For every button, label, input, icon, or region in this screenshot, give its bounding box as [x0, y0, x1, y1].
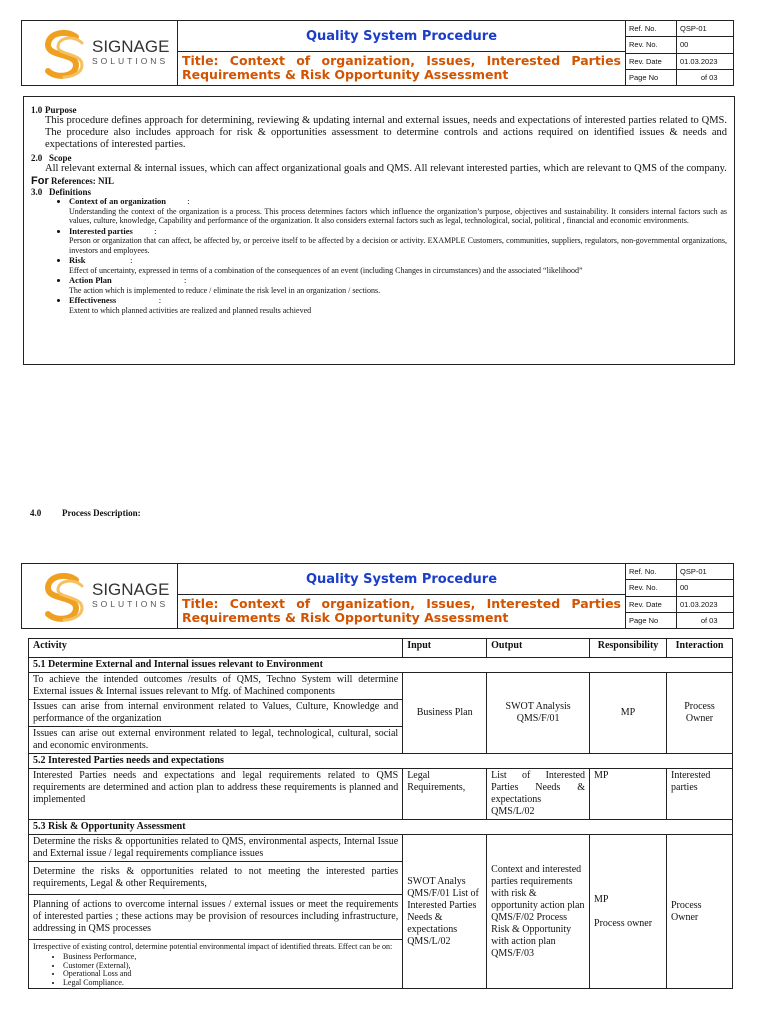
references-line: For References: NIL	[31, 175, 115, 187]
doc-title	[178, 595, 625, 628]
company-name: SIGNAGE	[92, 580, 170, 599]
meta-value: 00	[680, 40, 689, 50]
doc-title-line2: Requirements & Risk Opportunity Assessment	[182, 610, 509, 625]
company-name: SIGNAGE	[92, 37, 170, 56]
company-subname: SOLUTIONS	[92, 56, 169, 66]
activity-cell: Interested Parties needs and expectations and legal requirements related to QMS requirements are determined and action plan to address these requirements is planned and implemented	[29, 769, 403, 820]
definitions-heading: 3.0 Definitions	[31, 187, 92, 197]
column-header: Input	[403, 639, 487, 658]
doc-meta	[626, 21, 733, 85]
process-table	[28, 638, 733, 989]
meta-key: Page No	[626, 613, 677, 628]
output-cell: SWOT Analysis QMS/F/01	[487, 673, 590, 754]
process-description-heading: 4.0 Process Description:	[30, 508, 141, 518]
input-cell: Legal Requirements,	[403, 769, 487, 820]
activity-cell: Issues can arise from internal environment related to Values, Culture, Knowledge and performance of the organization	[29, 700, 403, 727]
output-cell: List of Interested Parties Needs & expectations QMS/L/02	[487, 769, 590, 820]
activity-cell: Determine the risks & opportunities related to not meeting the interested parties requirements, Legal & other Requirements,	[29, 862, 403, 895]
list-item: • Business Performance,	[63, 953, 398, 962]
table-row	[29, 835, 733, 862]
purpose-text: This procedure defines approach for determining, reviewing & updating internal and external issues, needs and expectations of interested parties related to QMS. The procedure also includes approach for risk & opportunities assessment to determine controls and actions required on identified issues & needs and expectations of interested parties.	[45, 115, 727, 150]
scope-heading: 2.0 Scope	[31, 153, 72, 163]
signage-logo-icon	[36, 570, 92, 626]
doc-title-line2: Requirements & Risk Opportunity Assessment	[182, 67, 509, 82]
meta-key: Page No	[626, 70, 677, 85]
input-cell: SWOT Analys QMS/F/01 List of Interested Parties Needs & expectations QMS/L/02	[403, 835, 487, 989]
page-number: of 03	[680, 72, 718, 82]
meta-value	[677, 70, 733, 85]
meta-key: Ref. No.	[626, 564, 677, 579]
doc-title	[178, 52, 625, 85]
activity-cell: Planning of actions to overcome internal issues / external issues or meet the requirements of interested parties ; these actions may be provision of resources including infrastructure, addressing in QMS processes	[29, 895, 403, 940]
definition-item: • Interested parties : Person or organization that can affect, be affected by, or perceive itself to be affected by a decision or activity. EXAMPLE Customers, communities, suppliers, regulators, non-governmental organizations, investors and employees.	[69, 227, 727, 256]
document-header-page2	[21, 563, 734, 629]
page-number: of 03	[680, 615, 718, 625]
definitions-list	[31, 197, 727, 315]
company-subname: SOLUTIONS	[92, 599, 169, 609]
effect-intro: Irrespective of existing control, determine potential environmental impact of identified threats. Effect can be on:	[33, 942, 393, 951]
interaction-cell: Process Owner	[667, 835, 733, 989]
list-item: • Customer (External),	[63, 962, 398, 971]
column-header: Responsibility	[590, 639, 667, 658]
interaction-cell: Process Owner	[667, 673, 733, 754]
effect-list	[33, 953, 398, 987]
doc-type: Quality System Procedure	[178, 21, 625, 52]
activity-cell: Issues can arise out external environment related to legal, technological, cultural, social and economic environments.	[29, 727, 403, 754]
doc-type: Quality System Procedure	[178, 564, 625, 595]
section-heading: 5.3 Risk & Opportunity Assessment	[29, 820, 733, 835]
section-heading: 5.2 Interested Parties needs and expectations	[29, 754, 733, 769]
table-row	[29, 769, 733, 820]
meta-value: 00	[680, 583, 689, 593]
responsibility-cell: MP	[590, 673, 667, 754]
intro-sections	[23, 96, 735, 365]
doc-meta	[626, 564, 733, 628]
doc-title-line1: Title: Context of organization, Issues, Interested Parties	[182, 596, 621, 611]
column-header: Output	[487, 639, 590, 658]
signage-logo-icon	[36, 27, 92, 83]
meta-key: Rev. No.	[626, 580, 677, 595]
meta-value: QSP-01	[680, 567, 707, 576]
doc-title-line1: Title: Context of organization, Issues, Interested Parties	[182, 53, 621, 68]
column-header: Interaction	[667, 639, 733, 658]
purpose-heading: 1.0 Purpose	[31, 105, 77, 115]
list-item: • Operational Loss and	[63, 970, 398, 979]
activity-cell: To achieve the intended outcomes /results of QMS, Techno System will determine External issues & Internal issues relevant to Mfg. of Machined components	[29, 673, 403, 700]
responsibility-cell: MP Process owner	[590, 835, 667, 989]
table-row	[29, 673, 733, 700]
meta-key: Rev. Date	[626, 597, 677, 612]
meta-value: 01.03.2023	[680, 599, 718, 609]
list-item: • Legal Compliance.	[63, 979, 398, 988]
section-heading: 5.1 Determine External and Internal issues relevant to Environment	[29, 658, 733, 673]
company-logo	[22, 564, 178, 628]
input-cell: Business Plan	[403, 673, 487, 754]
interaction-cell: Interested parties	[667, 769, 733, 820]
meta-value: QSP-01	[680, 24, 707, 33]
meta-value	[677, 613, 733, 628]
document-header	[21, 20, 734, 86]
scope-text: All relevant external & internal issues, which can affect organizational goals and QMS. All relevant interested parties, which are relevant to QMS of the company.	[45, 163, 727, 174]
definition-item: • Risk : Effect of uncertainty, expressed in terms of a combination of the consequences of an event (including Changes in circumstances) and the associated “likelihood”	[69, 256, 727, 275]
activity-cell: Determine the risks & opportunities related to QMS, environmental aspects, Internal Issue and External issue / legal requirements compliance issues	[29, 835, 403, 862]
responsibility-cell: MP	[590, 769, 667, 820]
activity-cell	[29, 940, 403, 989]
meta-key: Ref. No.	[626, 21, 677, 36]
table-header-row	[29, 639, 733, 658]
definition-item: • Context of an organization : Understanding the context of the organization is a process. This process determines factors which influence the organization’s purpose, objectives and sustainability. It considers internal factors such as values, culture, knowledge, Capability and performance of the organization. It also considers external factors such as legal, technological, social, political , financial and economic environments.	[69, 197, 727, 226]
output-cell: Context and interested parties requirements with risk & opportunity action plan QMS/F/02 Process Risk & Opportunity with action plan QMS/F/03	[487, 835, 590, 989]
column-header: Activity	[29, 639, 403, 658]
meta-key: Rev. No.	[626, 37, 677, 52]
meta-key: Rev. Date	[626, 54, 677, 69]
definition-item: • Action Plan : The action which is implemented to reduce / eliminate the risk level in an organization / sections.	[69, 276, 727, 295]
company-logo	[22, 21, 178, 85]
meta-value: 01.03.2023	[680, 56, 718, 66]
definition-item: • Effectiveness : Extent to which planned activities are realized and planned results achieved	[69, 296, 727, 315]
